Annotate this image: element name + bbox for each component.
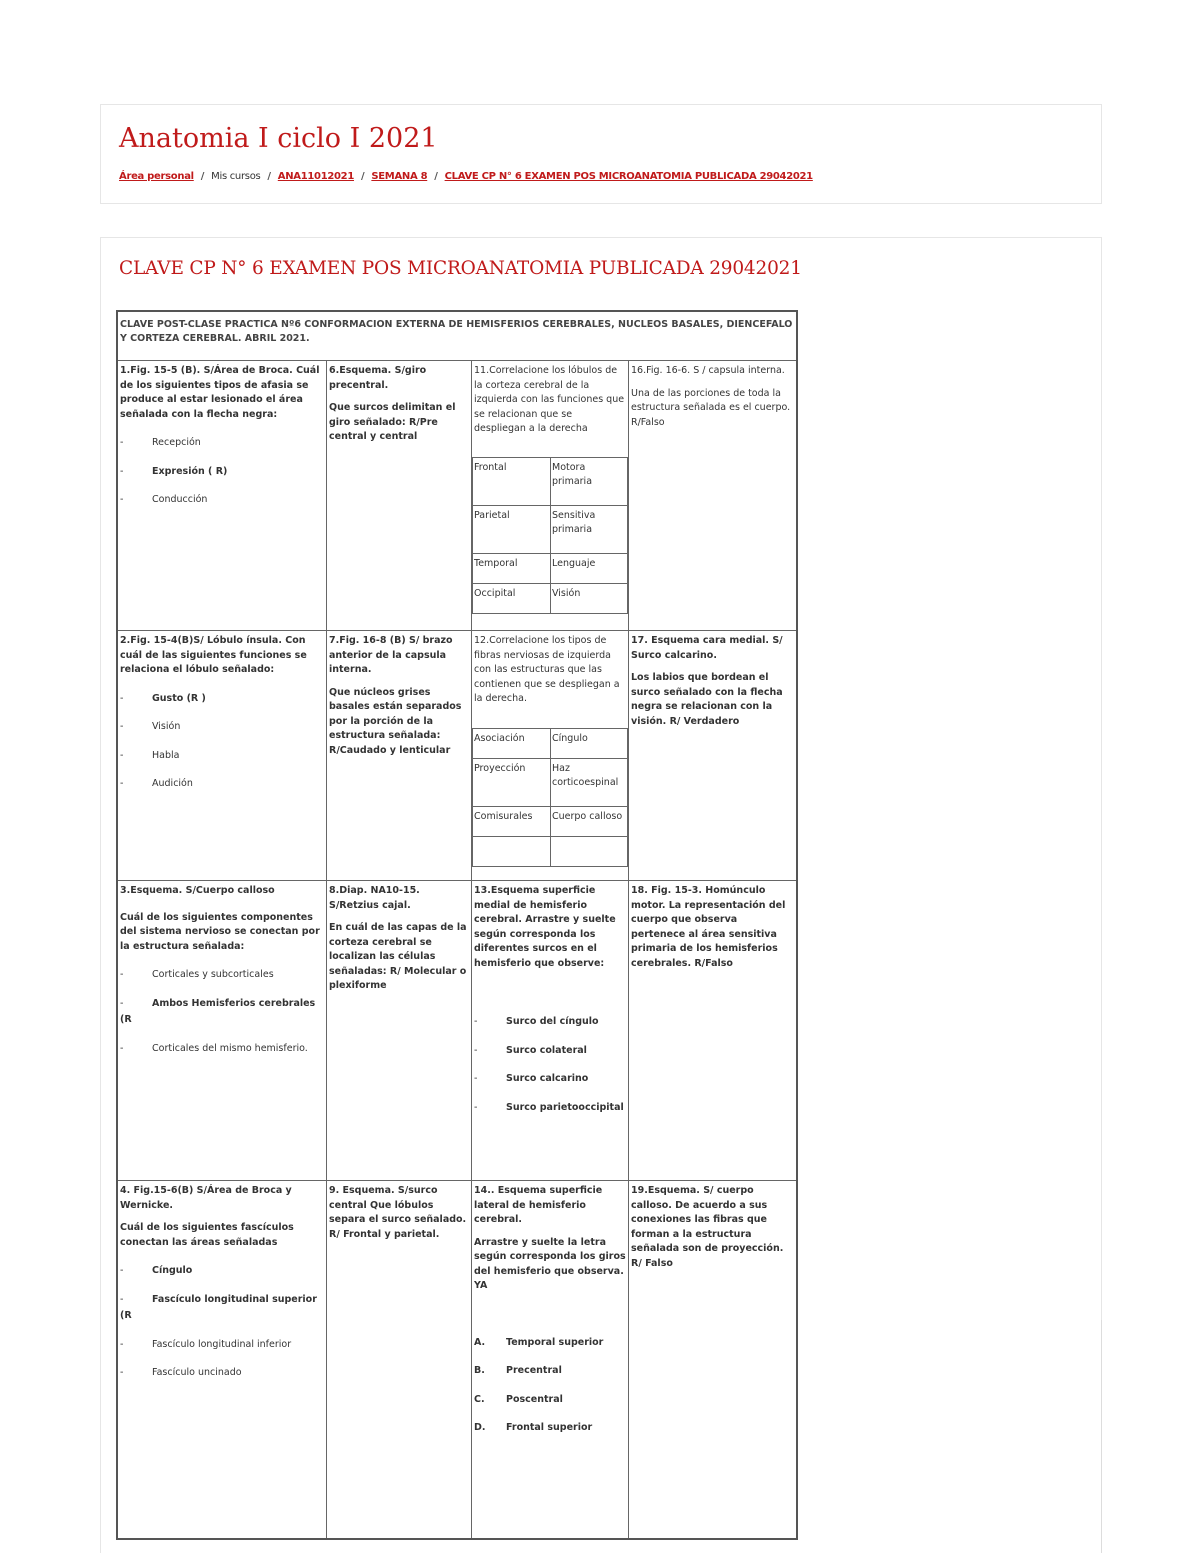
question-11 (472, 361, 628, 448)
question-14-option (474, 1336, 626, 1351)
document-header: CLAVE POST-CLASE PRACTICA Nº6 CONFORMACION EXTERNA DE HEMISFERIOS CEREBRALES, NUCLEOS BASALES, DIENCEFALO Y CORTEZA CEREBRAL. ABRIL 2021. (120, 319, 793, 344)
question-14-option (474, 1364, 626, 1379)
question-16-text: Una de las porciones de toda la estructura señalada es el cuerpo. R/Falso (631, 387, 791, 428)
option-text: Precentral (506, 1365, 562, 1376)
question-4-option: - Fascículo longitudinal inferior (120, 1338, 324, 1353)
question-2 (118, 631, 326, 795)
table-cell: Asociación (473, 729, 551, 759)
table-cell: Motora primaria (551, 458, 628, 506)
question-9 (327, 1181, 471, 1253)
header-card (100, 104, 1102, 204)
table-cell: Lenguaje (551, 554, 628, 584)
question-12-title: 12.Correlacione los tipos de fibras nerviosas de izquierda con las estructuras que las contienen que se despliegan a la derecha. (474, 635, 620, 704)
question-1 (118, 361, 326, 511)
question-1-option: - Recepción (120, 436, 324, 451)
question-2-option: - Visión (120, 720, 324, 735)
option-letter: A. (474, 1336, 486, 1348)
course-title: Anatomia I ciclo I 2021 (119, 123, 438, 154)
question-12-table (472, 728, 628, 867)
question-18-title: 18. Fig. 15-3. Homúnculo motor. La representación del cuerpo que observa pertenece al área sensitiva primaria de los hemisferios cerebrales. R/Falso (631, 885, 786, 969)
question-4-title: 4. Fig.15-6(B) S/Área de Broca y Wernicke. (120, 1185, 292, 1211)
question-11-table (472, 457, 628, 614)
question-14-option (474, 1393, 626, 1408)
question-3-option: - Ambos Hemisferios cerebrales (120, 997, 324, 1012)
question-14-text: Arrastre y suelte la letra según corresponda los giros del hemisferio que observa. YA (474, 1236, 626, 1291)
option-letter: B. (474, 1365, 485, 1376)
question-4-option: - Cíngulo (120, 1264, 324, 1279)
page-title: CLAVE CP N° 6 EXAMEN POS MICROANATOMIA PUBLICADA 29042021 (119, 258, 802, 279)
question-11-title: 11.Correlacione los lóbulos de la corteza cerebral de la izquierda con las funciones que se relacionan que se despliegan a la derecha (474, 365, 625, 434)
option-letter: C. (474, 1393, 485, 1405)
question-9-title: 9. Esquema. S/surco central Que lóbulos separa el surco señalado. R/ Frontal y parietal. (329, 1185, 467, 1240)
question-13-title: 13.Esquema superficie medial de hemisferio cerebral. Arrastre y suelte según corresponda los diferentes surcos en el hemisferio que observe: (474, 885, 616, 969)
option-text: Temporal superior (506, 1336, 604, 1348)
question-3-title: 3.Esquema. S/Cuerpo calloso (120, 885, 275, 896)
question-13-option: - Surco colateral (474, 1044, 626, 1059)
breadcrumb-separator: / (361, 171, 365, 182)
question-7 (327, 631, 471, 769)
breadcrumb-separator: / (267, 171, 271, 182)
question-1-option: - Expresión ( R) (120, 465, 324, 480)
question-3 (118, 881, 326, 1059)
table-cell (473, 837, 551, 867)
table-cell: Proyección (473, 759, 551, 807)
question-3-answer-mark: (R (120, 1014, 132, 1025)
question-13 (472, 881, 628, 1118)
table-cell: Haz corticoespinal (551, 759, 628, 807)
question-8-title: 8.Diap. NA10-15. S/Retzius cajal. (329, 885, 420, 911)
table-cell: Temporal (473, 554, 551, 584)
scrollbar[interactable] (1101, 1320, 1102, 1553)
content-card (100, 237, 1102, 1553)
table-cell: Visión (551, 584, 628, 614)
question-8 (327, 881, 471, 1005)
breadcrumb-current[interactable]: CLAVE CP N° 6 EXAMEN POS MICROANATOMIA PUBLICADA 29042021 (444, 171, 813, 182)
question-19 (629, 1181, 796, 1282)
breadcrumb (119, 171, 813, 182)
question-4-text: Cuál de los siguientes fascículos conectan las áreas señaladas (120, 1222, 294, 1248)
breadcrumb-week[interactable]: SEMANA 8 (371, 171, 428, 182)
table-cell: Occipital (473, 584, 551, 614)
question-2-option: - Habla (120, 749, 324, 764)
table-cell: Cuerpo calloso (551, 807, 628, 837)
question-14-option (474, 1421, 626, 1436)
question-18 (629, 881, 796, 982)
question-16 (629, 361, 796, 441)
question-4 (118, 1181, 326, 1384)
question-6 (327, 361, 471, 456)
question-17-text: Los labios que bordean el surco señalado con la flecha negra se relacionan con la visión. R/ Verdadero (631, 672, 783, 727)
breadcrumb-mis-cursos: Mis cursos (211, 171, 261, 182)
question-1-option: - Conducción (120, 493, 324, 508)
question-4-answer-mark: (R (120, 1310, 132, 1321)
question-6-text: Que surcos delimitan el giro señalado: R/Pre central y central (329, 402, 456, 442)
option-letter: D. (474, 1422, 486, 1433)
table-cell: Cíngulo (551, 729, 628, 759)
table-cell: Frontal (473, 458, 551, 506)
question-16-title: 16.Fig. 16-6. S / capsula interna. (631, 365, 785, 376)
breadcrumb-area-personal[interactable]: Área personal (119, 171, 194, 182)
question-13-option: - Surco calcarino (474, 1072, 626, 1087)
question-17 (629, 631, 796, 740)
question-8-text: En cuál de las capas de la corteza cerebral se localizan las células señaladas: R/ Molecular o plexiforme (329, 922, 467, 991)
table-cell: Comisurales (473, 807, 551, 837)
option-text: Poscentral (506, 1393, 563, 1405)
question-6-title: 6.Esquema. S/giro precentral. (329, 365, 427, 391)
question-14 (472, 1181, 628, 1439)
document-image (116, 310, 798, 1540)
breadcrumb-course[interactable]: ANA11012021 (277, 171, 354, 182)
question-7-text: Que núcleos grises basales están separados por la porción de la estructura señalada: R/Caudado y lenticular (329, 686, 462, 756)
question-1-title: 1.Fig. 15-5 (B). S/Área de Broca. Cuál de los siguientes tipos de afasia se produce al estar lesionado el área señalada con la flecha negra: (120, 365, 320, 420)
table-cell: Sensitiva primaria (551, 506, 628, 554)
question-17-title: 17. Esquema cara medial. S/ Surco calcarino. (631, 635, 783, 661)
question-2-option: - Audición (120, 777, 324, 792)
question-4-option: - Fascículo uncinado (120, 1366, 324, 1381)
question-13-option: - Surco del cíngulo (474, 1015, 626, 1030)
question-3-option: - Corticales y subcorticales (120, 968, 324, 983)
table-cell: Parietal (473, 506, 551, 554)
breadcrumb-separator: / (200, 171, 205, 182)
question-19-title: 19.Esquema. S/ cuerpo calloso. De acuerdo a sus conexiones las fibras que forman a la estructura señalada son de proyección. R/ Falso (631, 1185, 784, 1269)
breadcrumb-separator: / (434, 171, 438, 182)
question-2-title: 2.Fig. 15-4(B)S/ Lóbulo ínsula. Con cuál de las siguientes funciones se relaciona el lóbulo señalado: (120, 635, 307, 675)
table-cell (551, 837, 628, 867)
option-text: Frontal superior (506, 1422, 593, 1433)
question-14-title: 14.. Esquema superficie lateral de hemisferio cerebral. (474, 1185, 603, 1225)
question-4-option: - Fascículo longitudinal superior (120, 1293, 324, 1308)
question-2-option: - Gusto (R ) (120, 692, 324, 707)
question-3-option: - Corticales del mismo hemisferio. (120, 1042, 324, 1057)
question-3-text: Cuál de los siguientes componentes del sistema nervioso se conectan por la estructura señalada: (120, 911, 320, 952)
question-13-option: - Surco parietooccipital (474, 1101, 626, 1116)
question-12 (472, 631, 628, 718)
question-7-title: 7.Fig. 16-8 (B) S/ brazo anterior de la capsula interna. (329, 635, 453, 675)
